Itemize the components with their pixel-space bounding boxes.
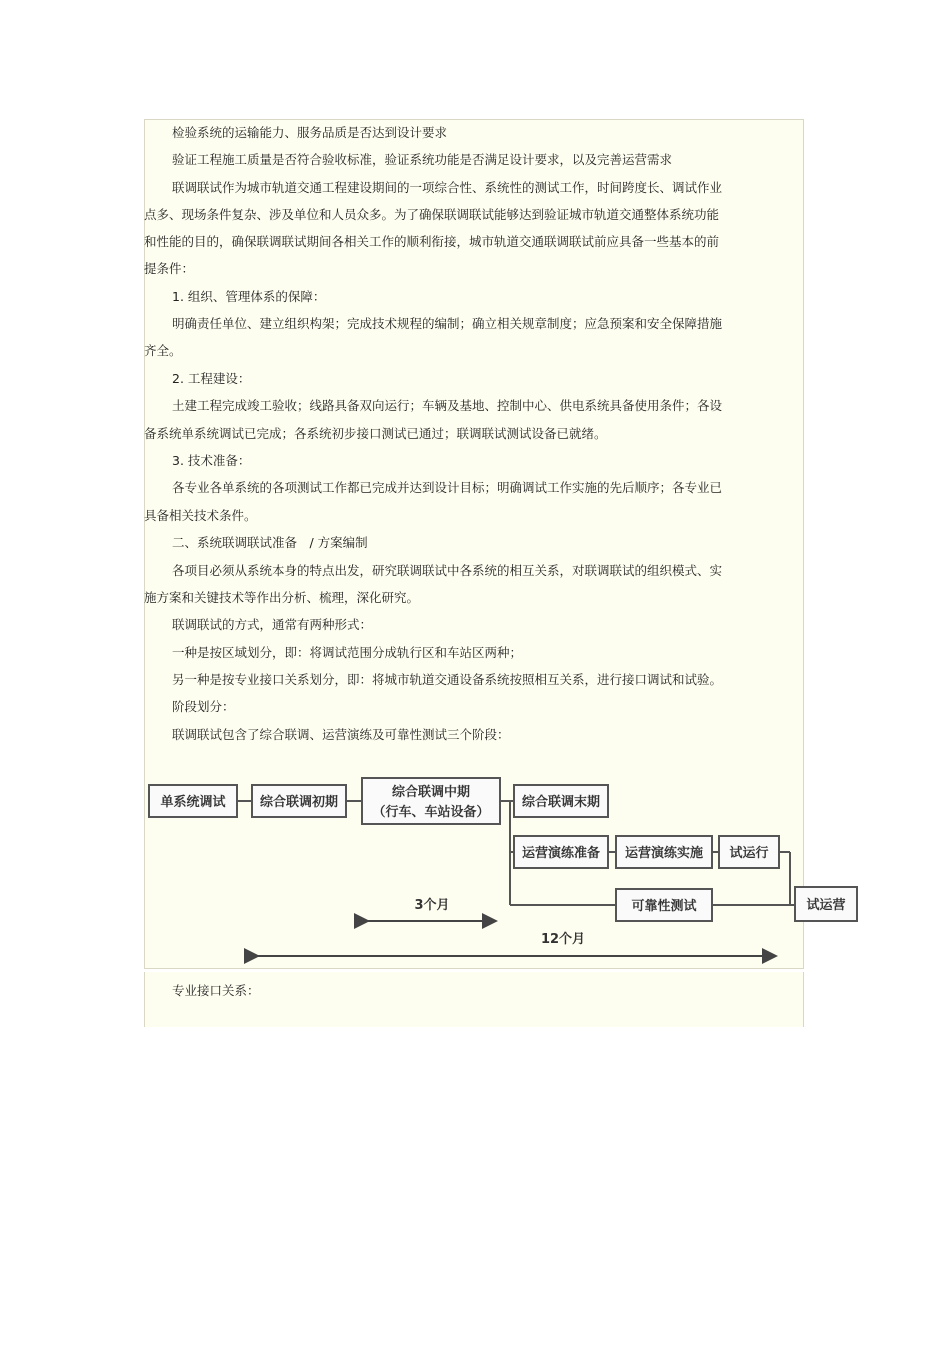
paragraph-line: 各专业各单系统的各项测试工作都已完成并达到设计目标；明确调试工作实施的先后顺序；各专业已	[172, 480, 723, 495]
paragraph-line: 具备相关技术条件。	[144, 508, 257, 523]
section-heading: 2. 工程建设：	[172, 371, 251, 386]
label-reliability: 可靠性测试	[631, 899, 697, 914]
paragraph-line: 验证工程施工质量是否符合验收标准，验证系统功能是否满足设计要求，以及完善运营需求	[172, 152, 673, 167]
section-heading: 1. 组织、管理体系的保障：	[172, 289, 326, 304]
label-late: 综合联调末期	[521, 795, 601, 810]
paragraph-line: 检验系统的运输能力、服务品质是否达到设计要求	[172, 125, 448, 140]
label-trial-operation: 试运营	[806, 898, 846, 913]
paragraph-line: 联调联试包含了综合联调、运营演练及可靠性测试三个阶段：	[172, 727, 510, 742]
paragraph-line: 点多、现场条件复杂、涉及单位和人员众多。为了确保联调联试能够达到验证城市轨道交通整体系统功能	[144, 207, 720, 222]
paragraph-line: 专业接口关系：	[172, 983, 260, 998]
label-trial-run: 试运行	[729, 846, 769, 861]
section-heading: 3. 技术准备：	[172, 453, 251, 468]
label-ops-exec: 运营演练实施	[624, 846, 704, 861]
paragraph-line: 联调联试的方式，通常有两种形式：	[172, 617, 373, 632]
label-early: 综合联调初期	[259, 795, 339, 810]
paragraph-line: 阶段划分：	[172, 699, 235, 714]
paragraph-line: 齐全。	[144, 343, 182, 358]
paragraph-line: 明确责任单位、建立组织构架；完成技术规程的编制；确立相关规章制度；应急预案和安全保障措施	[172, 316, 723, 331]
label-ops-prep: 运营演练准备	[521, 846, 601, 861]
paragraph-line: 提条件：	[144, 261, 195, 276]
paragraph-line: 各项目必须从系统本身的特点出发，研究联调联试中各系统的相互关系，对联调联试的组织模式、实	[172, 563, 723, 578]
paragraph-line: 另一种是按专业接口关系划分，即：将城市轨道交通设备系统按照相互关系，进行接口调试和试验。	[172, 672, 723, 687]
paragraph-line: 土建工程完成竣工验收；线路具备双向运行；车辆及基地、控制中心、供电系统具备使用条件；各设	[172, 398, 723, 413]
paragraph-line: 施方案和关键技术等作出分析、梳理，深化研究。	[144, 590, 420, 605]
paragraph-line: 一种是按区域划分，即：将调试范围分成轨行区和车站区两种；	[172, 645, 523, 660]
paragraph-line: 和性能的目的，确保联调联试期间各相关工作的顺利衔接，城市轨道交通联调联试前应具备一些基本的前	[144, 234, 720, 249]
label-single-system: 单系统调试	[160, 795, 226, 810]
paragraph-line: 联调联试作为城市轨道交通工程建设期间的一项综合性、系统性的测试工作，时间跨度长、调试作业	[172, 180, 723, 195]
label-mid-line1: 综合联调中期	[391, 785, 471, 800]
paragraph-line: 备系统单系统调试已完成；各系统初步接口测试已通过；联调联试测试设备已就绪。	[144, 426, 607, 441]
label-12-months: 12个月	[540, 932, 586, 947]
section-heading: 二、系统联调联试准备 / 方案编制	[172, 535, 368, 550]
label-3-months: 3个月	[414, 898, 450, 913]
label-mid-line2: （行车、车站设备）	[372, 805, 490, 820]
